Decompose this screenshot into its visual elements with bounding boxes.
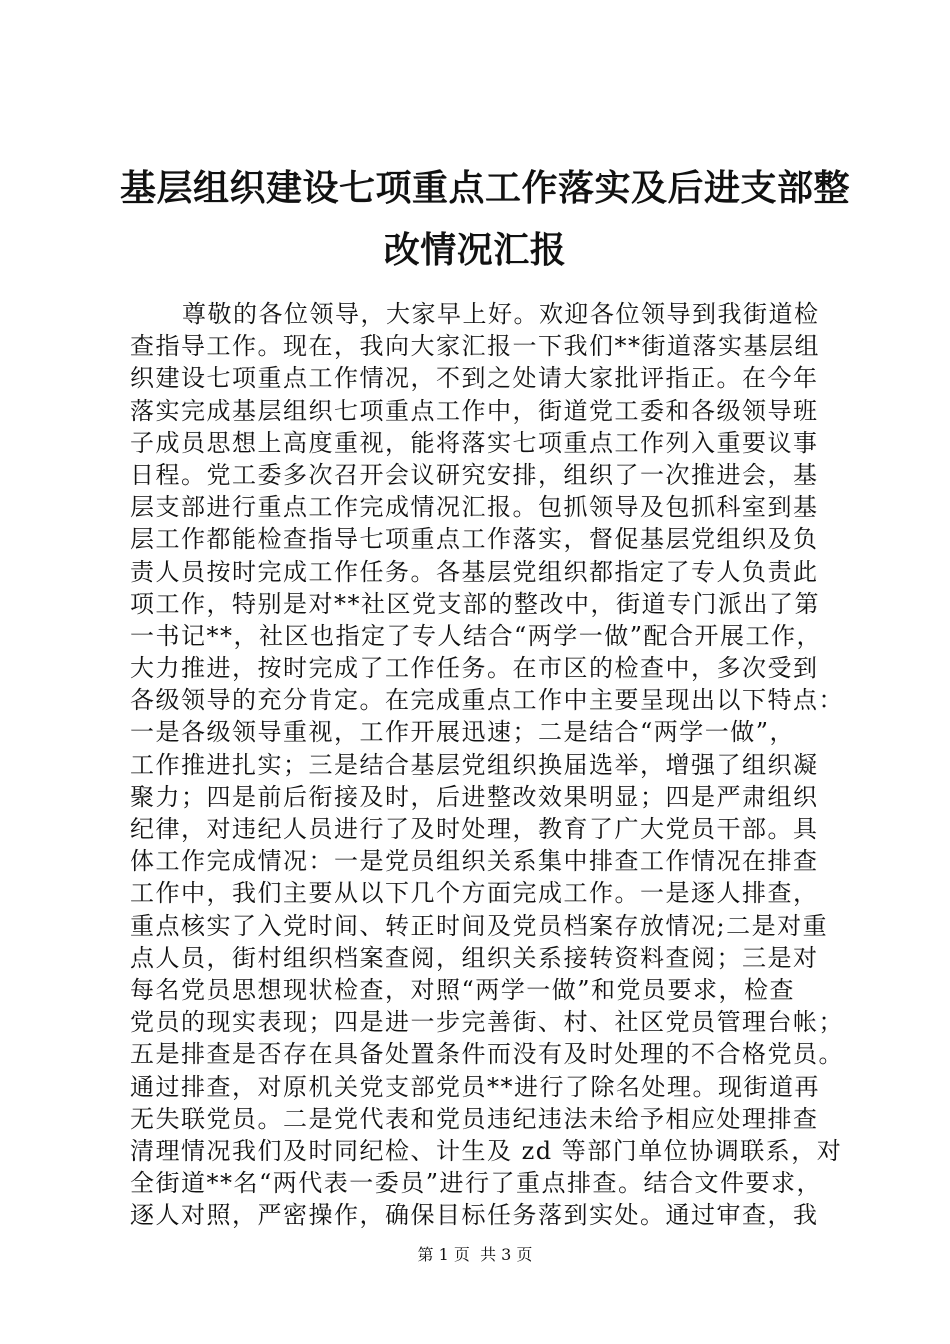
body-line: 党员的现实表现；四是进一步完善街、村、社区党员管理台帐；	[130, 1008, 844, 1037]
body-line: 责人员按时完成工作任务。各基层党组织都指定了专人负责此	[130, 557, 819, 586]
page-footer: 第 1 页 共 3 页	[417, 1245, 533, 1264]
document-title-line-2: 改情况汇报	[383, 229, 567, 271]
body-line: 一是各级领导重视，工作开展迅速；二是结合“两学一做”，	[130, 718, 796, 747]
body-line: 尊敬的各位领导，大家早上好。欢迎各位领导到我街道检	[182, 300, 820, 328]
body-line: 通过排查，对原机关党支部党员**进行了除名处理。现街道再	[130, 1072, 820, 1101]
body-line: 全街道**名“两代表一委员”进行了重点排查。结合文件要求，	[130, 1169, 823, 1198]
body-line: 子成员思想上高度重视，能将落实七项重点工作列入重要议事	[130, 428, 819, 457]
body-line: 清理情况我们及时同纪检、计生及 zd 等部门单位协调联系，对	[130, 1136, 843, 1165]
body-line: 落实完成基层组织七项重点工作中，街道党工委和各级领导班	[130, 396, 819, 425]
document-title-line-1: 基层组织建设七项重点工作落实及后进支部整	[120, 167, 851, 209]
body-line: 体工作完成情况：一是党员组织关系集中排查工作情况在排查	[130, 847, 819, 876]
body-line: 每名党员思想现状检查，对照“两学一做”和党员要求，检查	[130, 975, 796, 1004]
body-line: 一书记**，社区也指定了专人结合“两学一做”配合开展工作，	[130, 621, 823, 650]
body-line: 层支部进行重点工作完成情况汇报。包抓领导及包抓科室到基	[130, 493, 819, 522]
body-line: 工作中，我们主要从以下几个方面完成工作。一是逐人排查，	[130, 879, 819, 908]
document-body	[130, 298, 844, 1231]
body-line: 工作推进扎实；三是结合基层党组织换届选举，增强了组织凝	[130, 750, 819, 779]
body-line: 逐人对照，严密操作，确保目标任务落到实处。通过审查，我	[130, 1201, 819, 1230]
body-line: 项工作，特别是对**社区党支部的整改中，街道专门派出了第	[130, 589, 820, 618]
body-line: 聚力；四是前后衔接及时，后进整改效果明显；四是严肃组织	[130, 782, 819, 811]
body-line: 大力推进，按时完成了工作任务。在市区的检查中，多次受到	[130, 654, 819, 683]
body-line: 各级领导的充分肯定。在完成重点工作中主要呈现出以下特点：	[130, 686, 844, 715]
body-line: 五是排查是否存在具备处置条件而没有及时处理的不合格党员。	[130, 1040, 844, 1069]
body-line: 层工作都能检查指导七项重点工作落实，督促基层党组织及负	[130, 525, 819, 554]
body-line: 日程。党工委多次召开会议研究安排，组织了一次推进会，基	[130, 460, 819, 489]
body-line: 织建设七项重点工作情况，不到之处请大家批评指正。在今年	[130, 364, 819, 393]
body-line: 重点核实了入党时间、转正时间及党员档案存放情况;二是对重	[130, 911, 829, 940]
body-line: 纪律，对违纪人员进行了及时处理，教育了广大党员干部。具	[130, 815, 819, 843]
body-line: 点人员，街村组织档案查阅，组织关系接转资料查阅；三是对	[130, 943, 819, 972]
body-line: 查指导工作。现在，我向大家汇报一下我们**街道落实基层组	[130, 332, 820, 361]
body-line: 无失联党员。二是党代表和党员违纪违法未给予相应处理排查	[130, 1104, 819, 1133]
